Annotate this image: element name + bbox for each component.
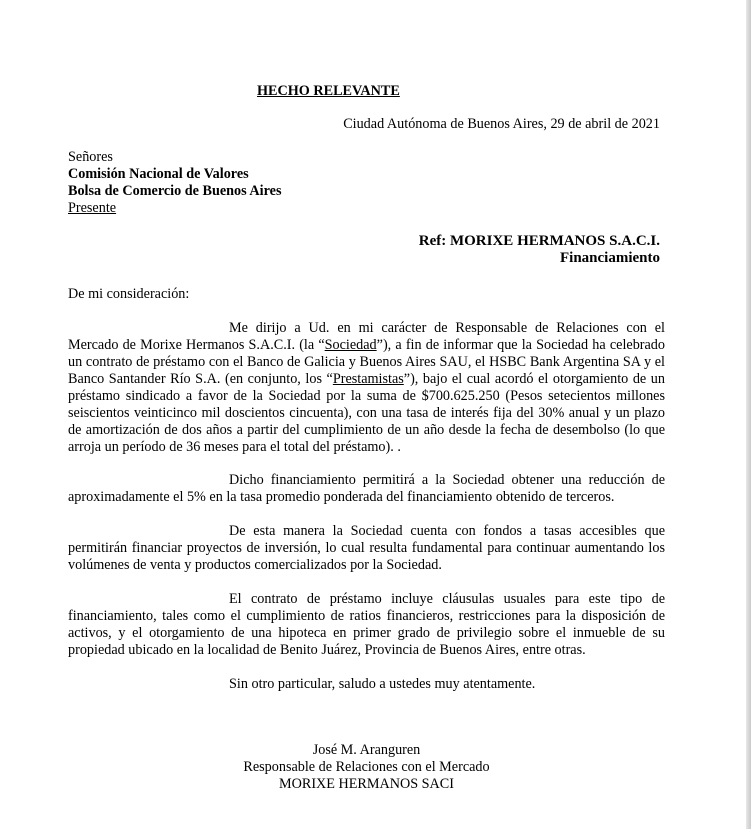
signature-role: Responsable de Relaciones con el Mercado	[243, 759, 490, 775]
signature-name: José M. Aranguren	[312, 742, 421, 758]
addressee-presente: Presente	[68, 200, 117, 216]
page-edge-shadow	[746, 0, 751, 829]
reference-subject: Financiamiento	[560, 250, 660, 266]
paragraph-loan-part1: Me dirijo a Ud. en mi carácter de Responsable de Relaciones con el Mercado de Morixe Hermanos S.A.C.I. (la “	[68, 320, 665, 353]
paragraph-loan	[68, 320, 665, 456]
term-prestamistas: Prestamistas	[332, 371, 404, 387]
paragraph-loan-part2: ”), a fin de informar que la Sociedad ha celebrado un contrato de préstamo con el Banco de Galicia y Buenos Aires SAU, el HSBC Bank Argentina SA y el Banco Santander Río S.A. (en conjunto, los “	[68, 337, 665, 387]
paragraph-funds: De esta manera la Sociedad cuenta con fondos a tasas accesibles que permitirán financiar proyectos de inversión, lo cual resulta fundamental para continuar aumentando los volúmenes de venta y productos comercializados por la Sociedad.	[68, 523, 665, 573]
reference-company: Ref: MORIXE HERMANOS S.A.C.I.	[418, 233, 660, 249]
document-heading: HECHO RELEVANTE	[257, 83, 400, 99]
addressee-bcba: Bolsa de Comercio de Buenos Aires	[68, 183, 282, 199]
addressee-salutation: Señores	[68, 149, 113, 165]
paragraph-rate-reduction: Dicho financiamiento permitirá a la Sociedad obtener una reducción de aproximadamente el 5% en la tasa promedio ponderada del financiamiento obtenido de terceros.	[68, 472, 665, 505]
greeting: De mi consideración:	[68, 286, 190, 302]
signature-company: MORIXE HERMANOS SACI	[279, 776, 454, 792]
paragraph-loan-part3: ”), bajo el cual acordó el otorgamiento de un préstamo sindicado a favor de la Sociedad por la suma de $700.625.250 (Pesos setecientos millones seiscientos veinticinco mil doscientos cincuenta), con una tasa de interés fija del 30% anual y un plazo de amortización de dos años a partir del cumplimiento de un año desde la fecha de desembolso (lo que arroja un período de 36 meses para el total del préstamo). .	[68, 371, 665, 455]
paragraph-clauses: El contrato de préstamo incluye cláusulas usuales para este tipo de financiamiento, tales como el cumplimiento de ratios financieros, restricciones para la disposición de activos, y el otorgamiento de una hipoteca en primer grado de privilegio sobre el inmueble de su propiedad ubicado en la localidad de Benito Juárez, Provincia de Buenos Aires, entre otras.	[68, 591, 665, 658]
place-date: Ciudad Autónoma de Buenos Aires, 29 de abril de 2021	[343, 116, 660, 132]
term-sociedad: Sociedad	[324, 337, 377, 353]
closing-line: Sin otro particular, saludo a ustedes muy atentamente.	[229, 676, 536, 692]
addressee-cnv: Comisión Nacional de Valores	[68, 166, 249, 182]
